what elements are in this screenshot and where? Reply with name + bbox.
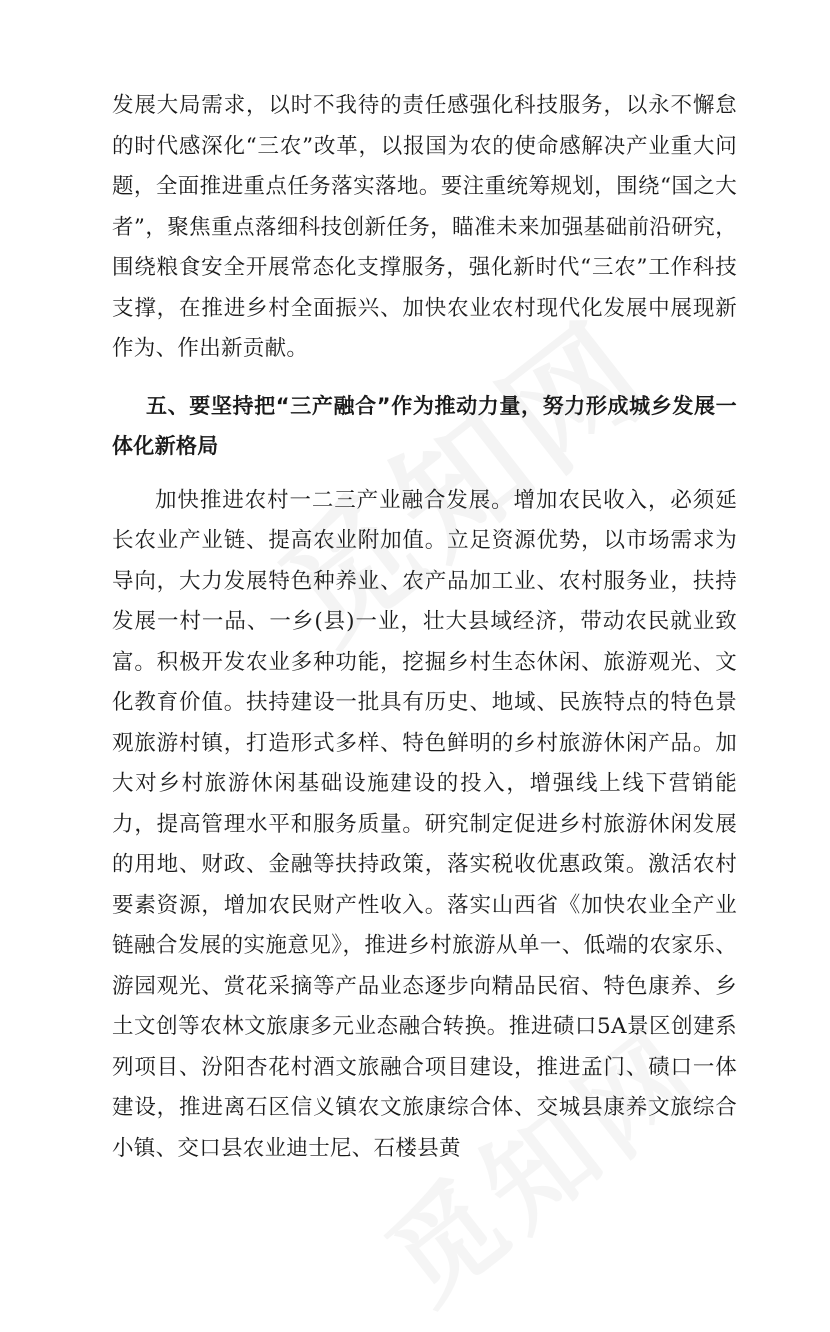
document-body xyxy=(112,86,737,1169)
section-heading-5: 五、要坚持把“三产融合”作为推动力量，努力形成城乡发展一体化新格局 xyxy=(112,393,737,458)
paragraph-continued: 发展大局需求，以时不我待的责任感强化科技服务，以永不懈怠的时代感深化“三农”改革，以报国为农的使命感解决产业重大问题，全面推进重点任务落实落地。要注重统筹规划，围绕“国之大者”，聚焦重点落细科技创新任务，瞄准未来加强基础前沿研究，围绕粮食安全开展常态化支撑服务，强化新时代“三农”工作科技支撑，在推进乡村全面振兴、加快农业农村现代化发展中展现新作为、作出新贡献。 xyxy=(112,93,737,361)
paragraph-section-5: 加快推进农村一二三产业融合发展。增加农民收入，必须延长农业产业链、提高农业附加值。立足资源优势，以市场需求为导向，大力发展特色种养业、农产品加工业、农村服务业，扶持发展一村一品、一乡(县)一业，壮大县域经济，带动农民就业致富。积极开发农业多种功能，挖掘乡村生态休闲、旅游观光、文化教育价值。扶持建设一批具有历史、地域、民族特点的特色景观旅游村镇，打造形式多样、特色鲜明的乡村旅游休闲产品。加大对乡村旅游休闲基础设施建设的投入，增强线上线下营销能力，提高管理水平和服务质量。研究制定促进乡村旅游休闲发展的用地、财政、金融等扶持政策，落实税收优惠政策。激活农村要素资源，增加农民财产性收入。落实山西省《加快农业全产业链融合发展的实施意见》，推进乡村旅游从单一、低端的农家乐、游园观光、赏花采摘等产品业态逐步向精品民宿、特色康养、乡土文创等农林文旅康多元业态融合转换。推进碛口5A景区创建系列项目、汾阳杏花村酒文旅融合项目建设，推进孟门、碛口一体建设，推进离石区信义镇农文旅康综合体、交城县康养文旅综合小镇、交口县农业迪士尼、石楼县黄 xyxy=(112,487,737,1161)
